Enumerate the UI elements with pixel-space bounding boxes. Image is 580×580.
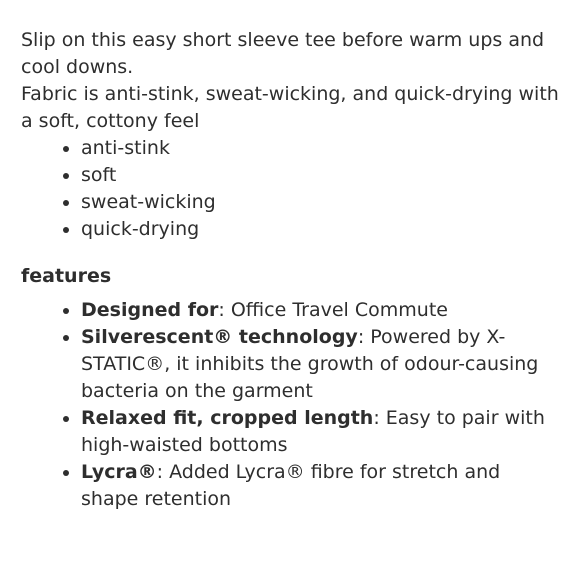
feature-item [81,297,561,324]
list-item: • sweat-wicking [81,189,561,216]
feature-label: Designed for [81,299,219,321]
feature-item [81,459,561,513]
feature-text: : Office Travel Commute [218,299,448,321]
features-heading: features [21,265,112,287]
intro-text-1: Slip on this easy short sleeve tee before warm ups and cool downs. [21,29,545,78]
feature-text: : Added Lycra® fibre for stretch and shape retention [81,461,501,510]
feature-item [81,324,561,405]
intro-text-2: Fabric is anti-stink, sweat-wicking, and quick-drying with a soft, cottony feel [21,83,559,132]
feature-text: : Easy to pair with high-waisted bottoms [81,407,545,456]
features-list [21,297,561,513]
feature-label: Lycra® [81,461,157,483]
list-item: • soft [81,162,561,189]
feature-label: Relaxed fit, cropped length [81,407,374,429]
feature-text: : Powered by X-STATIC®, it inhibits the growth of odour-causing bacteria on the garment [81,326,539,402]
feature-item [81,405,561,459]
list-item: • quick-drying [81,216,561,243]
list-item: • anti-stink [81,135,561,162]
product-description [21,27,561,513]
properties-list [21,135,561,243]
feature-label: Silverescent® technology [81,326,358,348]
